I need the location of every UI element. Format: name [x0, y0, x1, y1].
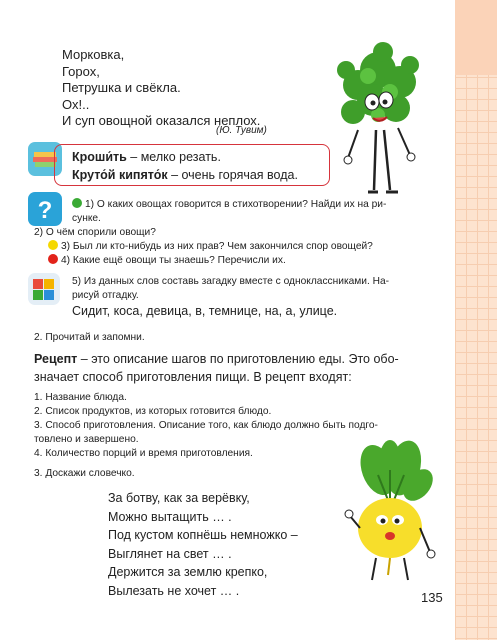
poem-bottom — [108, 489, 298, 600]
poem-line: Держится за землю крепко, — [108, 565, 268, 579]
poem-line: Выглянет на свет … . — [108, 546, 232, 561]
recipe-item: 4. Количество порций и время приготовления. — [34, 448, 253, 459]
page-number: 135 — [421, 590, 443, 605]
svg-text:?: ? — [37, 197, 53, 224]
recipe-term: Рецепт — [34, 352, 78, 366]
recipe-line-1: Рецепт – это описание шагов по приготовлению еды. Это обо- — [34, 352, 399, 366]
recipe-item: 2. Список продуктов, из которых готовится блюдо. — [34, 406, 272, 417]
question-5-cont: рисуй отгадку. — [72, 290, 139, 301]
task-3-heading: 3. Доскажи словечко. — [34, 468, 135, 479]
definition-term: Кроши́ть — [72, 150, 127, 164]
definition-line-1 — [72, 150, 221, 164]
parsley-character-illustration — [328, 40, 432, 200]
question-3: 3) Был ли кто-нибудь из них прав? Чем закончился спор овощей? — [48, 240, 373, 253]
question-1: 1) О каких овощах говорится в стихотворении? Найди их на ри- — [72, 198, 386, 211]
poem-author: (Ю. Тувим) — [216, 125, 267, 136]
poem-line: За ботву, как за верёвку, — [108, 491, 250, 505]
puzzle-icon — [28, 273, 60, 305]
recipe-item: товлено и завершено. — [34, 434, 139, 445]
question-4: 4) Какие ещё овощи ты знаешь? Перечисли их. — [48, 254, 286, 267]
definition-text: – очень горячая вода. — [167, 168, 298, 182]
question-icon — [28, 192, 62, 226]
red-dot-icon — [48, 254, 58, 264]
recipe-item: 1. Название блюда. — [34, 392, 127, 403]
margin-grid — [455, 0, 497, 640]
question-5: 5) Из данных слов составь загадку вместе с одноклассниками. На- — [72, 276, 390, 287]
definition-line-2 — [72, 168, 298, 182]
poem-line: Под кустом копнёшь немножко – — [108, 528, 298, 542]
question-2: 2) О чём спорили овощи? — [34, 227, 156, 238]
task-2-heading: 2. Прочитай и запомни. — [34, 332, 145, 343]
poem-line: Можно вытащить … . — [108, 509, 232, 524]
margin-tab — [455, 0, 497, 75]
question-1-cont: сунке. — [72, 213, 101, 224]
recipe-line-2: значает способ приготовления пищи. В рецепт входят: — [34, 370, 352, 384]
green-dot-icon — [72, 198, 82, 208]
poem-line: И суп овощной оказался неплох. — [62, 113, 261, 128]
yellow-dot-icon — [48, 240, 58, 250]
recipe-item: 3. Способ приготовления. Описание того, как блюдо должно быть подго- — [34, 420, 378, 431]
riddle-words: Сидит, коса, девица, в, темнице, на, а, улице. — [72, 304, 338, 318]
poem-line: Вылезать не хочет … . — [108, 583, 240, 598]
poem-line: Петрушка и свёкла. — [62, 80, 181, 95]
poem-line: Морковка, — [62, 47, 125, 62]
turnip-character-illustration — [338, 440, 443, 585]
definition-text: – мелко резать. — [126, 150, 221, 164]
definition-term: Круто́й кипято́к — [72, 168, 168, 182]
poem-line: Ох!.. — [62, 96, 90, 112]
poem-line: Горох, — [62, 63, 100, 79]
poem-top — [62, 47, 260, 130]
